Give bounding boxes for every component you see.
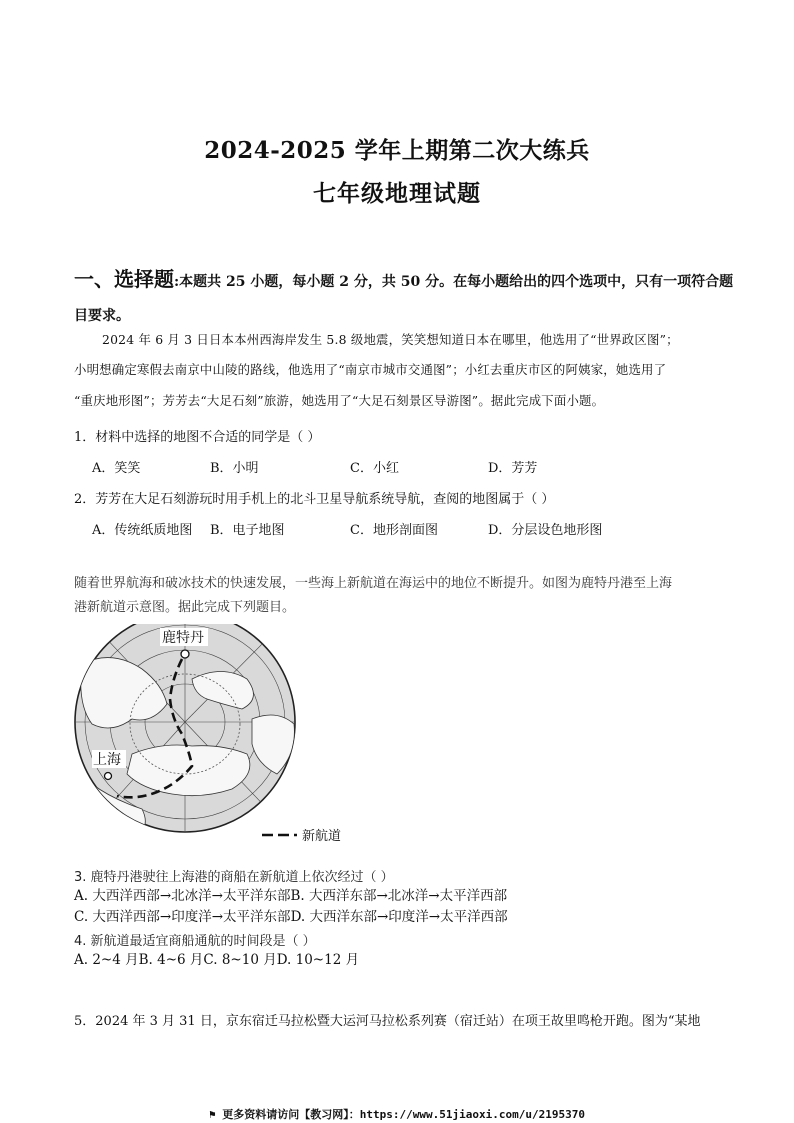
section-heading: 一、选择题 xyxy=(74,267,174,291)
q3-option-b: B. 大西洋东部→北冰洋→太平洋西部 xyxy=(290,888,508,904)
question-1-options xyxy=(92,457,752,476)
question-3-options-row1 xyxy=(74,886,507,906)
passage2-line1: 随着世界航海和破冰技术的快速发展，一些海上新航道在海运中的地位不断提升。如图为鹿特丹港至上海 xyxy=(74,576,673,591)
q2-option-c: C．地形剖面图 xyxy=(350,523,438,538)
q3-option-c: C. 大西洋西部→印度洋→太平洋东部 xyxy=(74,909,291,925)
exam-title: 2024-2025 学年上期第二次大练兵 xyxy=(204,137,590,164)
section-heading-block xyxy=(74,262,734,333)
passage2-line2: 港新航道示意图。据此完成下列题目。 xyxy=(74,600,296,615)
section-instruction: 本题共 25 小题，每小题 2 分，共 50 分。在每小题给出的四个选项中，只有一项符合题目要求。 xyxy=(74,274,734,324)
question-3-stem: 3. 鹿特丹港驶往上海港的商船在新航道上依次经过（ ） xyxy=(74,870,394,885)
q1-option-b: B．小明 xyxy=(210,461,259,476)
passage1-line1: 2024 年 6 月 3 日日本本州西海岸发生 5.8 级地震，笑笑想知道日本在哪里，他选用了“世界政区图”； xyxy=(102,332,679,347)
rotterdam-marker xyxy=(181,650,189,658)
flag-icon: ⚑ xyxy=(209,1108,223,1121)
question-3-options-row2 xyxy=(74,907,508,927)
legend-label: 新航道 xyxy=(302,829,342,844)
q2-option-a: A．传统纸质地图 xyxy=(92,523,193,538)
question-4-stem: 4. 新航道最适宜商船通航的时间段是（ ） xyxy=(74,934,316,949)
question-5-stem: 5．2024 年 3 月 31 日，京东宿迁马拉松暨大运河马拉松系列赛（宿迁站）在项王故里鸣枪开跑。图为“某地 xyxy=(74,1014,701,1029)
passage1-line3: “重庆地形图”；芳芳去“大足石刻”旅游，她选用了“大足石刻景区导游图”。据此完成下面小题。 xyxy=(74,393,605,408)
section-colon: : xyxy=(174,274,180,290)
q2-option-d: D．分层设色地形图 xyxy=(488,523,603,538)
passage1-line2: 小明想确定寒假去南京中山陵的路线，他选用了“南京市城市交通图”；小红去重庆市区的阿姨家，她选用了 xyxy=(74,362,667,377)
q1-option-d: D．芳芳 xyxy=(488,461,538,476)
question-4-options: A. 2~4 月B. 4~6 月C. 8~10 月D. 10~12 月 xyxy=(74,952,360,968)
q3-option-a: A. 大西洋西部→北冰洋→太平洋东部 xyxy=(74,888,291,904)
shanghai-marker xyxy=(105,773,112,780)
exam-subtitle: 七年级地理试题 xyxy=(313,180,481,207)
q1-option-a: A．笑笑 xyxy=(92,461,141,476)
q1-option-c: C．小红 xyxy=(350,461,399,476)
route-map-figure xyxy=(72,624,372,856)
passage2 xyxy=(74,572,734,620)
shanghai-label: 上海 xyxy=(93,752,121,768)
footer-link[interactable]: 更多资料请访问【教习网】：https://www.51jiaoxi.com/u/2195370 xyxy=(222,1108,585,1121)
question-1-stem: 1．材料中选择的地图不合适的同学是（ ） xyxy=(74,430,321,445)
footer xyxy=(0,1106,794,1122)
rotterdam-label: 鹿特丹 xyxy=(162,630,204,646)
question-2-options xyxy=(92,519,752,538)
q3-option-d: D. 大西洋东部→印度洋→太平洋西部 xyxy=(290,909,508,925)
question-2-stem: 2．芳芳在大足石刻游玩时用手机上的北斗卫星导航系统导航，查阅的地图属于（ ） xyxy=(74,492,555,507)
q2-option-b: B．电子地图 xyxy=(210,523,285,538)
